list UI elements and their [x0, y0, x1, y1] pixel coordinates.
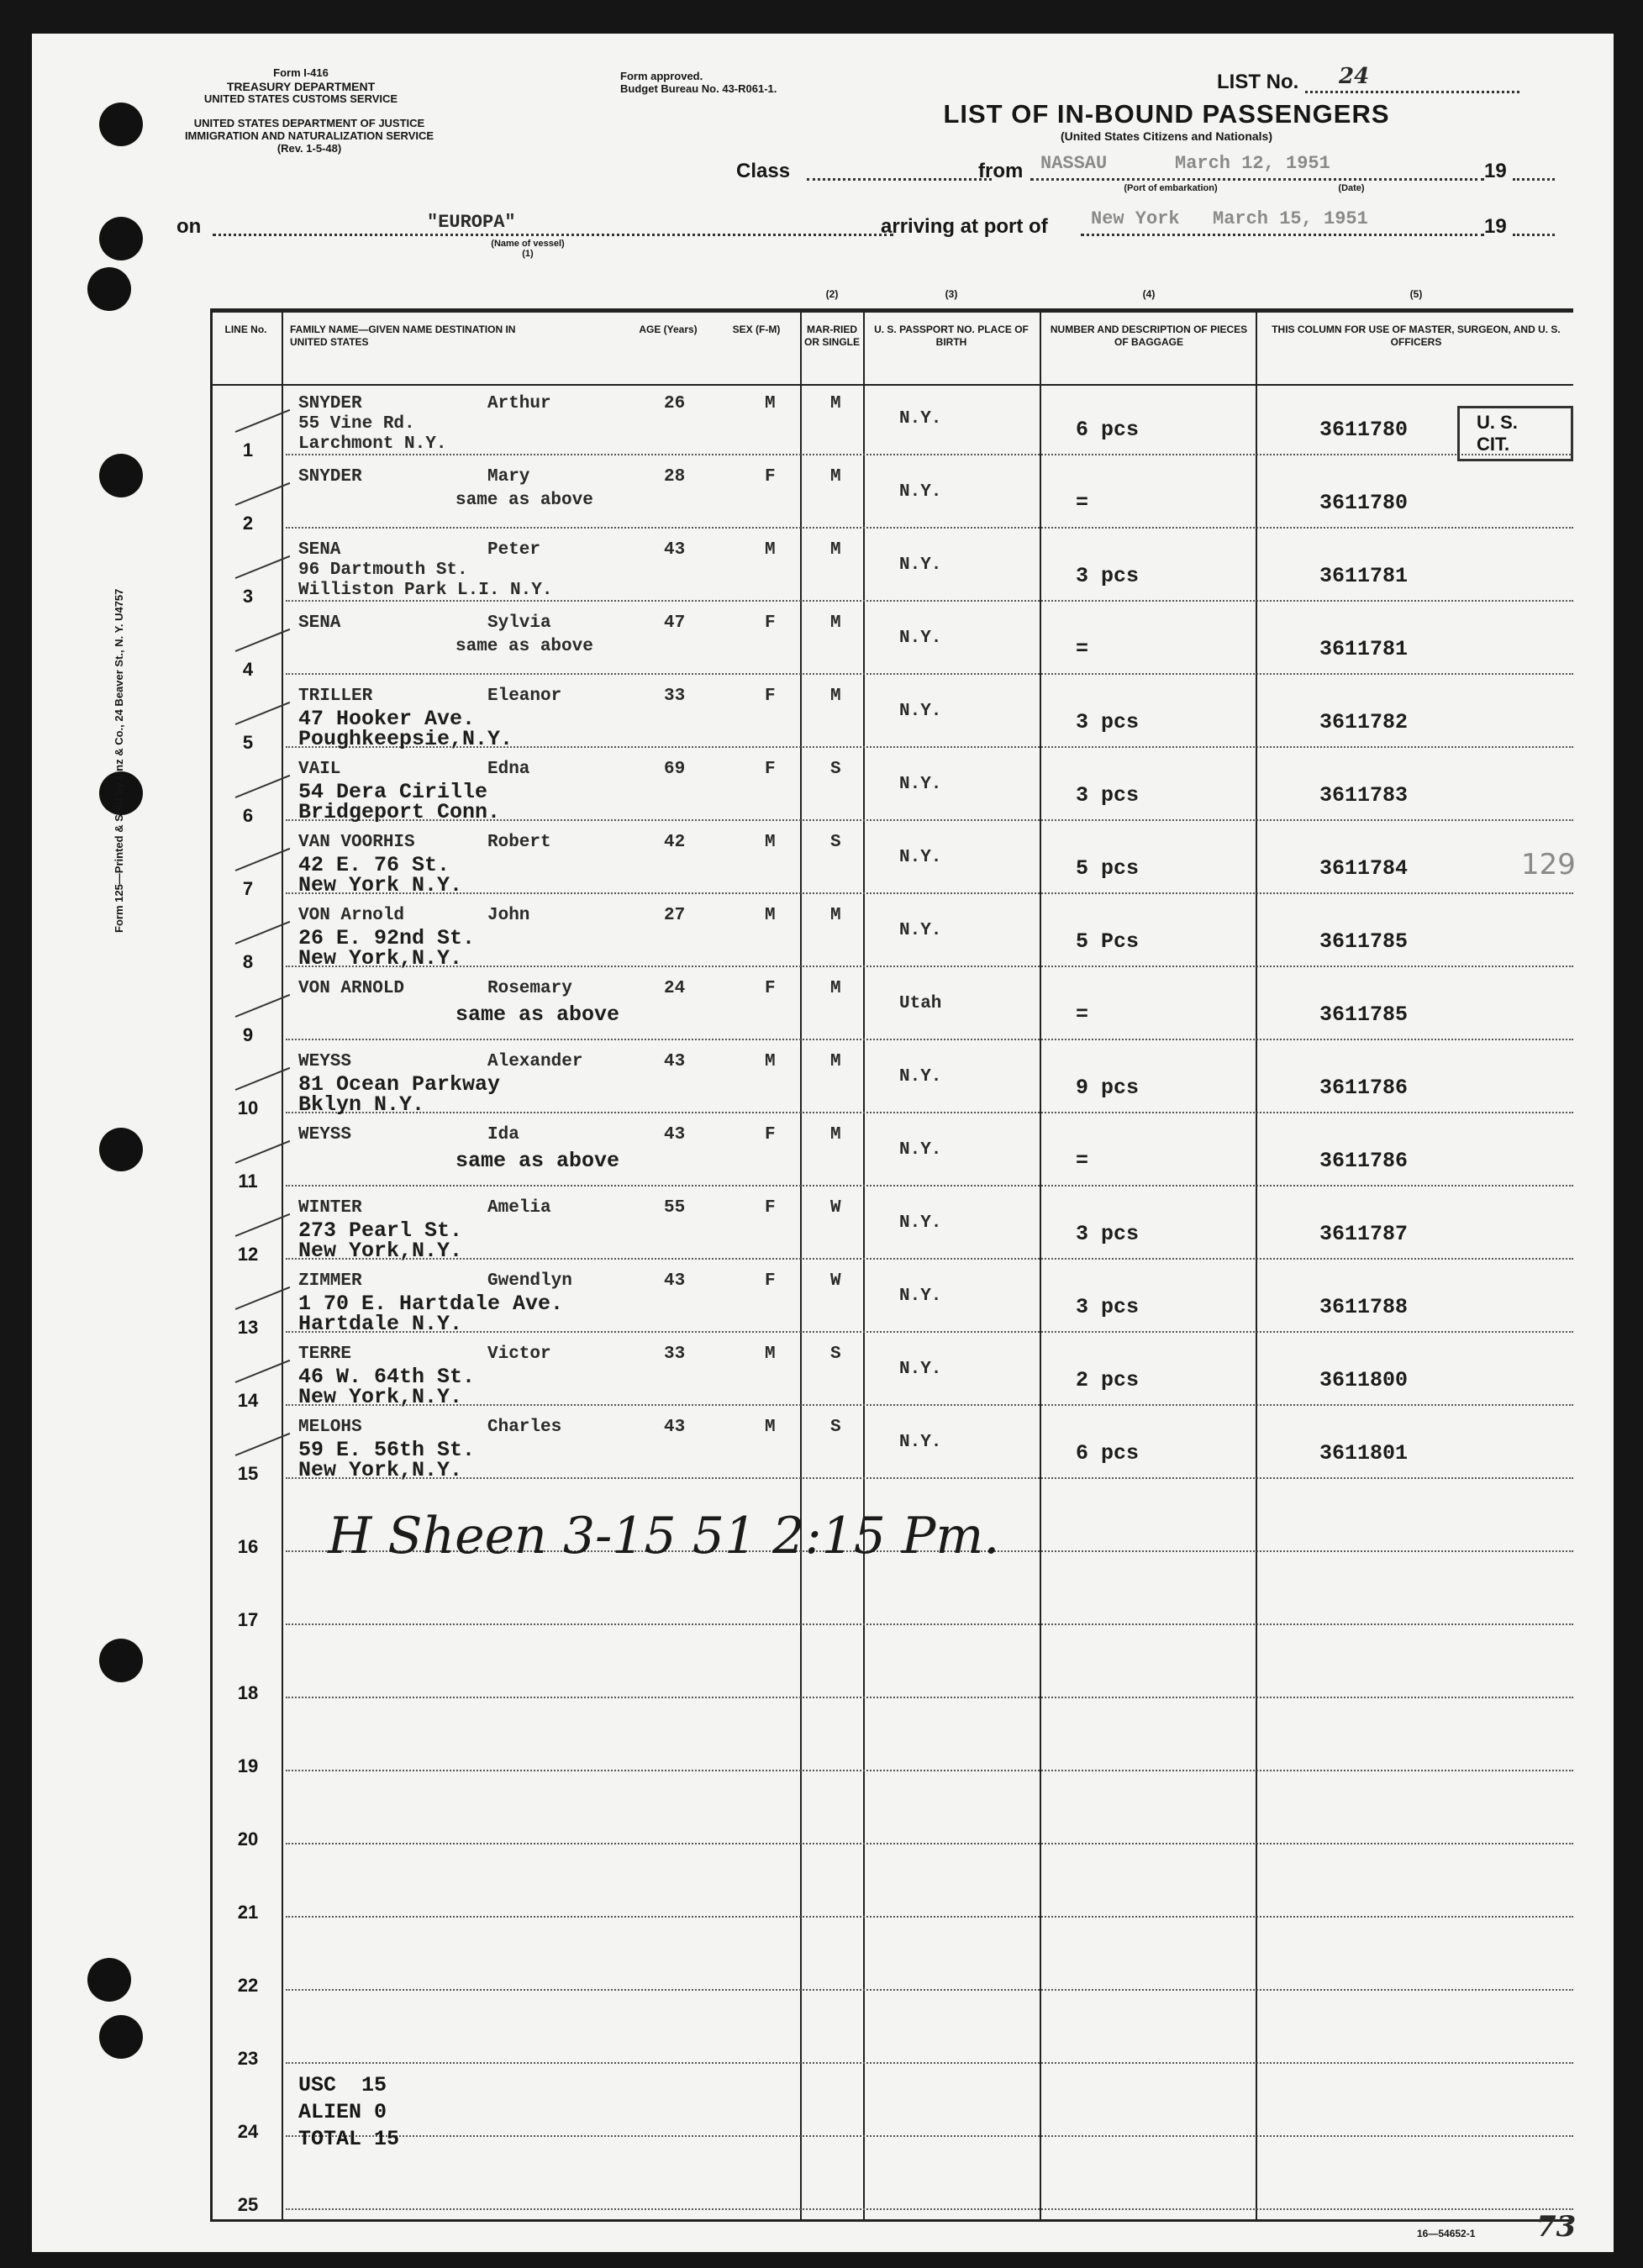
family-name: VON ARNOLD: [298, 979, 405, 998]
officer-number: 3611783: [1319, 783, 1409, 808]
place-of-birth: N.Y.: [899, 702, 942, 721]
sex: F: [765, 760, 776, 779]
budget-bureau: Budget Bureau No. 43-R061-1.: [620, 82, 777, 95]
col-line-no: LINE No.: [224, 324, 267, 335]
embarkation-date: March 12, 1951: [1175, 153, 1330, 174]
given-name: Amelia: [487, 1198, 551, 1218]
col-married: MAR-RIED OR SINGLE: [803, 324, 860, 348]
form-number: Form I-416: [273, 66, 329, 79]
year-label-2: 19: [1484, 215, 1507, 238]
given-name: Robert: [487, 833, 551, 852]
line-number: 13: [237, 1317, 259, 1338]
row-rule: [286, 1623, 1573, 1625]
age: 28: [664, 467, 686, 487]
sex: F: [765, 1271, 776, 1291]
marital-status: M: [830, 540, 841, 560]
punch-hole: [99, 454, 143, 497]
marital-status: S: [830, 1344, 841, 1364]
age: 69: [664, 760, 686, 779]
marital-status: M: [830, 1052, 841, 1071]
given-name: Charles: [487, 1418, 562, 1437]
page-title: LIST OF IN-BOUND PASSENGERS: [943, 99, 1390, 129]
address-line-1: same as above: [456, 637, 593, 656]
address-line-2: Hartdale N.Y.: [298, 1312, 463, 1336]
place-of-birth: N.Y.: [899, 1287, 942, 1306]
row-rule: [286, 2062, 1573, 2064]
family-name: VAN VOORHIS: [298, 833, 415, 852]
on-label: on: [176, 215, 202, 238]
address-line-1: 273 Pearl St.: [298, 1218, 463, 1243]
family-name: VAIL: [298, 760, 341, 779]
line-number: 7: [242, 878, 254, 899]
place-of-birth: N.Y.: [899, 1067, 942, 1087]
punch-hole: [99, 217, 143, 260]
col-number-3: (3): [945, 288, 958, 300]
address-line-1: same as above: [456, 1002, 620, 1027]
baggage: 3 pcs: [1076, 783, 1140, 808]
family-name: WEYSS: [298, 1052, 352, 1071]
family-name: SENA: [298, 540, 341, 560]
marital-status: M: [830, 1125, 841, 1145]
line-number: 15: [237, 1463, 259, 1484]
given-name: Victor: [487, 1344, 551, 1364]
us-citizen-stamp: U. S. CIT.: [1457, 406, 1573, 461]
address-line-1: 1 70 E. Hartdale Ave.: [298, 1292, 564, 1316]
marital-status: M: [830, 467, 841, 487]
year-line: [1513, 178, 1555, 181]
given-name: Ida: [487, 1125, 519, 1145]
line-number: 8: [242, 951, 254, 972]
given-name: Sylvia: [487, 613, 551, 633]
address-line-1: 81 Ocean Parkway: [298, 1072, 501, 1097]
place-of-birth: N.Y.: [899, 409, 942, 429]
marital-status: W: [830, 1271, 841, 1291]
officer-number: 3611800: [1319, 1368, 1409, 1392]
place-of-birth: N.Y.: [899, 1140, 942, 1160]
line-number: 4: [242, 659, 254, 680]
baggage: 2 pcs: [1076, 1368, 1140, 1392]
given-name: Edna: [487, 760, 530, 779]
vessel-caption-text: (Name of vessel): [491, 239, 565, 249]
header-divider: [210, 384, 1573, 386]
col-divider: [1040, 308, 1041, 2222]
line-number: 21: [237, 1902, 259, 1923]
address-line-2: New York,N.Y.: [298, 1385, 463, 1409]
family-name: WEYSS: [298, 1125, 352, 1145]
line-number: 5: [242, 732, 254, 753]
given-name: Peter: [487, 540, 541, 560]
age: 27: [664, 906, 686, 925]
address-line-2: New York,N.Y.: [298, 946, 463, 971]
form-approved: Form approved.: [620, 70, 703, 82]
footer-code: 16—54652-1: [1417, 2228, 1476, 2239]
address-line-1: 42 E. 76 St.: [298, 853, 450, 877]
baggage: 9 pcs: [1076, 1076, 1140, 1100]
age: 42: [664, 833, 686, 852]
col-divider: [800, 308, 802, 2222]
row-rule: [286, 454, 1573, 455]
line-number: 16: [237, 1536, 259, 1557]
sex: F: [765, 467, 776, 487]
address-line-1: 26 E. 92nd St.: [298, 926, 476, 950]
form-justice-block: [166, 118, 452, 155]
line-number: 11: [238, 1171, 258, 1192]
row-rule: [286, 1039, 1573, 1040]
address-line-2: Williston Park L.I. N.Y.: [298, 581, 553, 600]
row-rule: [286, 673, 1573, 675]
sex: M: [765, 906, 776, 925]
corner-mark: 73: [1536, 2210, 1577, 2244]
justice-dept: UNITED STATES DEPARTMENT OF JUSTICE: [193, 117, 425, 129]
place-of-birth: N.Y.: [899, 1360, 942, 1379]
family-name: SNYDER: [298, 467, 362, 487]
age: 33: [664, 687, 686, 706]
officer-number: 3611784: [1319, 856, 1409, 881]
totals-block: [298, 2072, 399, 2153]
baggage: 3 pcs: [1076, 564, 1140, 588]
class-line: [807, 178, 992, 181]
punch-hole: [99, 1128, 143, 1171]
line-number: 25: [237, 2194, 259, 2215]
address-line-2: Poughkeepsie,N.Y.: [298, 727, 513, 751]
age: 43: [664, 540, 686, 560]
officer-number: 3611781: [1319, 637, 1409, 661]
age: 43: [664, 1271, 686, 1291]
place-of-birth: N.Y.: [899, 1433, 942, 1452]
row-rule: [286, 600, 1573, 602]
baggage: 6 pcs: [1076, 1441, 1140, 1466]
side-printer-imprint: Form 125—Printed & Sold by Unz & Co., 24 Beaver St., N. Y. U4757: [113, 588, 125, 933]
address-line-2: New York N.Y.: [298, 873, 463, 897]
address-line-2: Larchmont N.Y.: [298, 434, 447, 454]
row-rule: [286, 892, 1573, 894]
punch-hole: [99, 103, 143, 146]
row-rule: [286, 1697, 1573, 1698]
marital-status: M: [830, 906, 841, 925]
sex: F: [765, 613, 776, 633]
vessel-name: "EUROPA": [427, 212, 516, 233]
marital-status: M: [830, 613, 841, 633]
address-line-1: 54 Dera Cirille: [298, 780, 488, 804]
age: 26: [664, 394, 686, 413]
given-name: Rosemary: [487, 979, 572, 998]
sex: M: [765, 1344, 776, 1364]
officer-number: 3611780: [1319, 491, 1409, 515]
family-name: VON Arnold: [298, 906, 405, 925]
family-name: TRILLER: [298, 687, 373, 706]
line-number: 6: [242, 805, 254, 826]
arriving-label: arriving at port of: [881, 215, 1048, 238]
vessel-line: [213, 234, 893, 236]
port-of-embarkation: NASSAU: [1040, 153, 1108, 174]
family-name: SNYDER: [298, 394, 362, 413]
address-line-1: 96 Dartmouth St.: [298, 560, 468, 580]
sex: M: [765, 833, 776, 852]
given-name: John: [487, 906, 530, 925]
baggage: 3 pcs: [1076, 710, 1140, 734]
age: 55: [664, 1198, 686, 1218]
address-line-2: Bridgeport Conn.: [298, 800, 501, 824]
department: TREASURY DEPARTMENT: [226, 79, 376, 93]
line-number: 10: [237, 1097, 259, 1118]
address-line-2: New York,N.Y.: [298, 1458, 463, 1482]
line-number: 17: [237, 1609, 259, 1630]
page-subtitle: (United States Citizens and Nationals): [1060, 129, 1273, 143]
address-line-2: New York,N.Y.: [298, 1239, 463, 1263]
arrival-date: March 15, 1951: [1213, 208, 1368, 229]
given-name: Gwendlyn: [487, 1271, 572, 1291]
form-sheet: [32, 34, 1614, 2252]
row-rule: [286, 527, 1573, 529]
baggage: =: [1076, 1149, 1089, 1173]
address-line-1: 46 W. 64th St.: [298, 1365, 476, 1389]
col-sex: SEX (F-M): [732, 324, 781, 335]
punch-hole: [99, 1639, 143, 1682]
officer-number: 3611801: [1319, 1441, 1409, 1466]
officer-number: 3611788: [1319, 1295, 1409, 1319]
baggage: 5 pcs: [1076, 856, 1140, 881]
row-rule: [286, 1331, 1573, 1333]
age: 24: [664, 979, 686, 998]
line-number: 12: [237, 1244, 259, 1265]
punch-hole: [87, 1958, 131, 2002]
col-officers: THIS COLUMN FOR USE OF MASTER, SURGEON, AND U. S. OFFICERS: [1272, 324, 1561, 348]
family-name: MELOHS: [298, 1418, 362, 1437]
baggage: 3 pcs: [1076, 1222, 1140, 1246]
given-name: Alexander: [487, 1052, 583, 1071]
row-rule: [286, 1185, 1573, 1187]
col-baggage: NUMBER AND DESCRIPTION OF PIECES OF BAGGAGE: [1050, 324, 1248, 348]
line-number: 22: [237, 1975, 259, 1996]
line-number: 2: [242, 513, 254, 534]
row-rule: [286, 2208, 1573, 2210]
marital-status: M: [830, 394, 841, 413]
age: 47: [664, 613, 686, 633]
officer-number: 3611781: [1319, 564, 1409, 588]
list-no-value: 24: [1339, 64, 1370, 89]
line-number: 1: [242, 439, 254, 460]
baggage: =: [1076, 491, 1089, 515]
age: 33: [664, 1344, 686, 1364]
title-block: [923, 99, 1410, 143]
family-name: ZIMMER: [298, 1271, 362, 1291]
row-rule: [286, 1843, 1573, 1844]
place-of-birth: N.Y.: [899, 775, 942, 794]
list-no-label: LIST No.: [1217, 71, 1299, 93]
row-rule: [286, 1477, 1573, 1479]
line-number: 14: [237, 1390, 259, 1411]
col-passport: U. S. PASSPORT NO. PLACE OF BIRTH: [874, 324, 1029, 348]
form-department-block: [175, 67, 427, 106]
sex: M: [765, 1052, 776, 1071]
address-line-1: same as above: [456, 1149, 620, 1173]
address-line-1: 55 Vine Rd.: [298, 414, 415, 434]
row-rule: [286, 1770, 1573, 1771]
col-number-2: (2): [825, 288, 839, 300]
age: 43: [664, 1125, 686, 1145]
row-rule: [286, 1112, 1573, 1113]
class-label: Class: [736, 160, 791, 182]
year-label: 19: [1484, 160, 1507, 182]
line-number: 3: [242, 586, 254, 607]
place-of-birth: N.Y.: [899, 1213, 942, 1233]
given-name: Eleanor: [487, 687, 562, 706]
sex: F: [765, 687, 776, 706]
address-line-2: Bklyn N.Y.: [298, 1092, 425, 1117]
alien-label: ALIEN: [298, 2100, 362, 2124]
marital-status: S: [830, 1418, 841, 1437]
place-of-birth: Utah: [899, 994, 942, 1013]
sex: F: [765, 1125, 776, 1145]
line-number: 18: [237, 1682, 259, 1703]
officer-number: 3611787: [1319, 1222, 1409, 1246]
approval-block: [620, 71, 777, 96]
punch-hole: [99, 2015, 143, 2059]
passenger-table: [210, 288, 1576, 2222]
officer-number: 3611786: [1319, 1076, 1409, 1100]
vessel-caption-num: (1): [522, 249, 534, 259]
officer-number: 3611785: [1319, 1002, 1409, 1027]
marital-status: M: [830, 979, 841, 998]
margin-mark: 129: [1521, 848, 1576, 881]
ins-service: IMMIGRATION AND NATURALIZATION SERVICE: [184, 129, 434, 142]
col-divider: [863, 308, 865, 2222]
row-rule: [286, 1989, 1573, 1991]
from-line: [1030, 178, 1484, 181]
line-number: 19: [237, 1755, 259, 1776]
place-of-birth: N.Y.: [899, 482, 942, 502]
punch-hole: [87, 267, 131, 311]
revision: (Rev. 1-5-48): [276, 141, 342, 155]
col-age: AGE (Years): [639, 324, 698, 335]
place-of-birth: N.Y.: [899, 629, 942, 648]
marital-status: M: [830, 687, 841, 706]
officer-number: 3611780: [1319, 418, 1409, 442]
address-line-1: same as above: [456, 491, 593, 510]
col-name: FAMILY NAME—GIVEN NAME DESTINATION IN UNITED STATES: [290, 324, 516, 348]
line-number: 9: [242, 1024, 254, 1045]
usc-label: USC: [298, 2073, 337, 2097]
sex: M: [765, 1418, 776, 1437]
sex: F: [765, 979, 776, 998]
family-name: SENA: [298, 613, 341, 633]
customs-service: UNITED STATES CUSTOMS SERVICE: [203, 92, 398, 106]
officer-number: 3611782: [1319, 710, 1409, 734]
alien-count: 0: [374, 2100, 387, 2124]
col-divider: [1256, 308, 1257, 2222]
sex: F: [765, 1198, 776, 1218]
row-rule: [286, 1258, 1573, 1260]
arrival-port: New York: [1091, 208, 1180, 229]
address-line-1: 47 Hooker Ave.: [298, 707, 476, 731]
row-rule: [286, 2135, 1573, 2137]
usc-count: 15: [361, 2073, 387, 2097]
sex: M: [765, 394, 776, 413]
list-no-line: [1305, 91, 1519, 93]
marital-status: S: [830, 760, 841, 779]
date-caption: (Date): [1338, 183, 1365, 193]
row-rule: [286, 1404, 1573, 1406]
place-of-birth: N.Y.: [899, 555, 942, 575]
vessel-caption: [477, 239, 578, 259]
baggage: 5 Pcs: [1076, 929, 1140, 954]
place-of-birth: N.Y.: [899, 848, 942, 867]
place-of-birth: N.Y.: [899, 921, 942, 940]
baggage: 6 pcs: [1076, 418, 1140, 442]
given-name: Mary: [487, 467, 530, 487]
port-caption: (Port of embarkation): [1124, 183, 1218, 193]
inspector-signature: H Sheen 3-15 51 2:15 Pm.: [328, 1507, 1000, 1565]
family-name: TERRE: [298, 1344, 352, 1364]
from-label: from: [978, 160, 1024, 182]
baggage: =: [1076, 637, 1089, 661]
line-number: 23: [237, 2048, 259, 2069]
age: 43: [664, 1052, 686, 1071]
baggage: 3 pcs: [1076, 1295, 1140, 1319]
col-number-4: (4): [1142, 288, 1156, 300]
line-number: 24: [237, 2121, 259, 2142]
row-rule: [286, 966, 1573, 967]
col-number-5: (5): [1409, 288, 1423, 300]
sex: M: [765, 540, 776, 560]
given-name: Arthur: [487, 394, 551, 413]
line-number: 20: [237, 1829, 259, 1850]
officer-number: 3611785: [1319, 929, 1409, 954]
total-count: 15: [374, 2127, 400, 2151]
address-line-1: 59 E. 56th St.: [298, 1438, 476, 1462]
year-line-2: [1513, 234, 1555, 236]
marital-status: S: [830, 833, 841, 852]
baggage: =: [1076, 1002, 1089, 1027]
row-rule: [286, 1916, 1573, 1918]
family-name: WINTER: [298, 1198, 362, 1218]
arriving-line: [1081, 234, 1484, 236]
marital-status: W: [830, 1198, 841, 1218]
officer-number: 3611786: [1319, 1149, 1409, 1173]
age: 43: [664, 1418, 686, 1437]
total-label: TOTAL: [298, 2127, 362, 2151]
